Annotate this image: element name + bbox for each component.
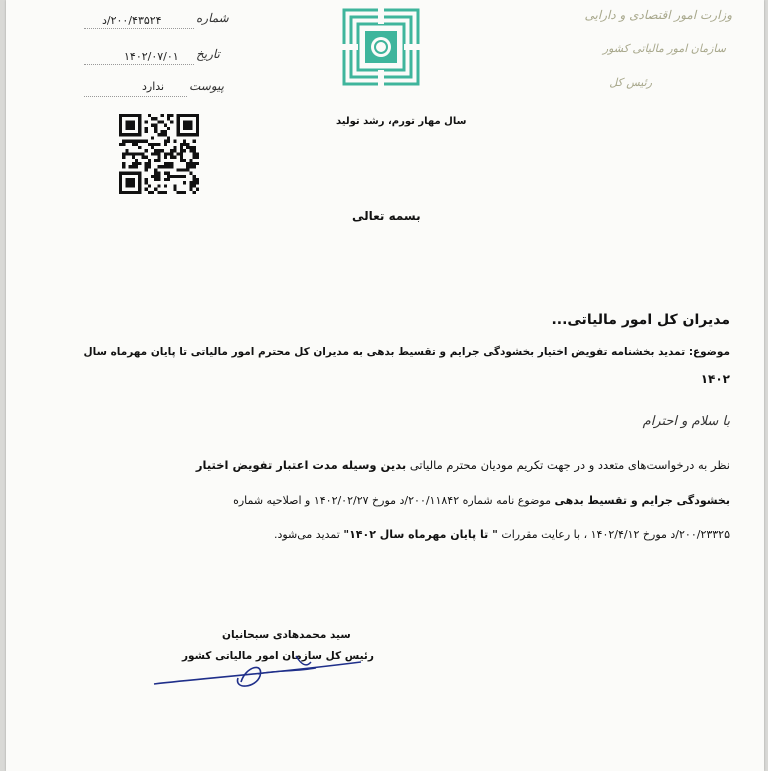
number-label: شماره bbox=[196, 11, 229, 25]
ministry-line-3: رئیس کل bbox=[609, 76, 652, 89]
date-value: ۱۴۰۲/۰۷/۰۱ bbox=[124, 50, 179, 63]
basmala: بسمه تعالی bbox=[352, 209, 421, 223]
body-line-3 bbox=[274, 528, 730, 541]
body-line-3-end: تمدید می‌شود. bbox=[273, 528, 340, 541]
body-line-1-bold: بدین وسیله مدت اعتبار تفویض اختیار bbox=[195, 458, 407, 472]
greeting: با سلام و احترام bbox=[642, 414, 730, 429]
letter-page bbox=[6, 0, 764, 771]
attachment-value: ندارد bbox=[142, 80, 165, 93]
body-line-2-text: موضوع نامه شماره ۲۰۰/۱۱۸۴۲/د مورخ ۱۴۰۲/۰۲/۲۷ و اصلاحیه شماره bbox=[233, 494, 551, 507]
body-line-1 bbox=[196, 458, 730, 472]
body-line-2 bbox=[233, 494, 730, 507]
year-slogan: سال مهار تورم، رشد تولید bbox=[336, 116, 467, 127]
subject-line-2: ۱۴۰۲ bbox=[700, 372, 730, 386]
body-line-3-bold: " تا پایان مهرماه سال ۱۴۰۲" bbox=[343, 528, 498, 541]
subject-line-1: موضوع: تمدید بخشنامه تفویض اختیار بخشودگی جرایم و تقسیط بدهی به مدیران کل محترم امور مالیاتی تا پایان مهرماه سال bbox=[83, 346, 730, 358]
handwritten-signature bbox=[146, 648, 376, 698]
body-line-2-bold: بخشودگی جرایم و تقسیط بدهی bbox=[554, 494, 730, 507]
attachment-dots bbox=[84, 96, 187, 97]
date-label: تاریخ bbox=[196, 47, 220, 61]
recipient: مدیران کل امور مالیاتی... bbox=[551, 312, 730, 328]
qr-code bbox=[119, 114, 199, 194]
body-line-1-text: نظر به درخواست‌های متعدد و در جهت تکریم مودیان محترم مالیاتی bbox=[409, 458, 730, 472]
tax-organization-emblem bbox=[340, 6, 422, 88]
ministry-line-1: وزارت امور اقتصادی و دارایی bbox=[584, 8, 732, 22]
number-value: ۲۰۰/۴۳۵۲۴/د bbox=[102, 14, 162, 27]
body-line-3-text: ۲۰۰/۲۳۳۲۵/د مورخ ۱۴۰۲/۴/۱۲ ، با رعایت مقررات bbox=[501, 528, 730, 541]
signatory-name: سید محمدهادی سبحانیان bbox=[222, 629, 351, 641]
number-dots bbox=[84, 28, 194, 29]
attachment-label: پیوست bbox=[189, 79, 224, 93]
signatory-title: رئیس کل سازمان امور مالیاتی کشور bbox=[182, 650, 374, 662]
ministry-line-2: سازمان امور مالیاتی کشور bbox=[602, 42, 726, 55]
date-dots bbox=[84, 64, 194, 65]
